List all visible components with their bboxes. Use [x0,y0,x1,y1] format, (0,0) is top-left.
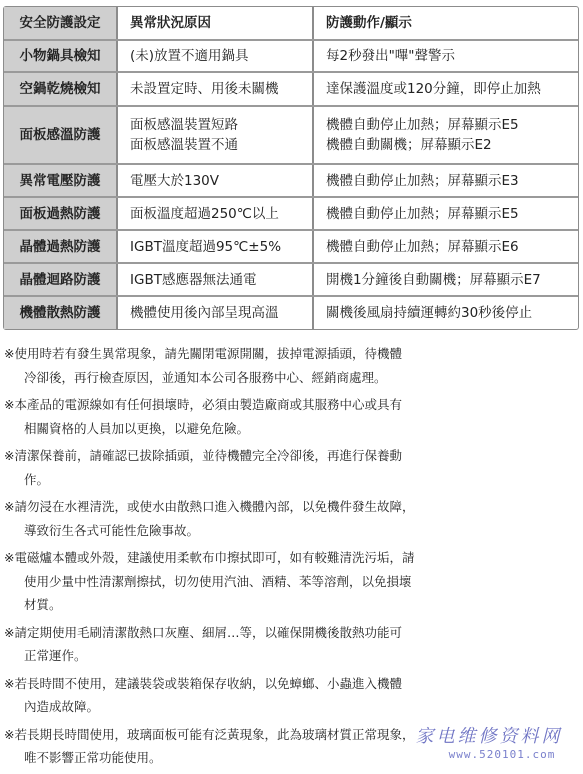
cause-text-cell [116,73,312,105]
action-text: 開機1分鐘後自動關機；屏幕顯示E7 [326,271,541,288]
note-line: 導致衍生各式可能性危險事故。 [24,522,200,538]
note-line: 使用少量中性清潔劑擦拭，切勿使用汽油、酒精、苯等溶劑，以免損壞 [24,573,412,589]
cause-text: 機體使用後內部呈現高溫 [130,305,279,321]
protection-name: 面板感溫防護 [4,107,116,163]
action-text: 機體自動停止加熱；屏幕顯示E6 [326,238,519,255]
table-row [4,197,578,230]
note-item [4,342,576,389]
cause-text: IGBT溫度超過95℃±5% [130,238,282,255]
cause-text-cell [116,231,312,262]
note-item [4,393,576,440]
cause-text-cell [116,107,312,163]
action-text: 機體自動停止加熱；屏幕顯示E3 [326,172,519,189]
action-text-cell [312,264,578,295]
action-text-cell [312,297,578,329]
note-line: ※請勿浸在水裡清洗，或使水由散熱口進入機體內部，以免機件發生故障， [4,499,415,514]
table-row [4,296,578,329]
action-text: 機體自動關機；屏幕顯示E2 [326,137,492,153]
note-line: 材質。 [24,597,62,612]
note-line: ※使用時若有發生異常現象，請先關閉電源開關，拔掉電源插頭，待機體 [4,346,402,361]
protection-name: 空鍋乾燒檢知 [4,73,116,105]
cause-text: 面板溫度超過250℃以上 [130,205,279,222]
cause-text: 面板感溫裝置不通 [130,137,238,153]
note-line: ※請定期使用毛刷清潔散熱口灰塵、細屑…等，以確保開機後散熱功能可 [4,624,402,640]
note-item [4,495,576,542]
action-text: 達保護溫度或120分鐘，即停止加熱 [326,81,541,97]
note-line: ※清潔保養前，請確認已拔除插頭，並待機體完全冷卻後，再進行保養動 [4,448,402,463]
note-line: 內造成故障。 [24,699,100,714]
table-row [4,72,578,106]
note-line: ※本產品的電源線如有任何損壞時，必須由製造廠商或其服務中心或具有 [4,397,402,412]
action-text-cell [312,231,578,262]
note-line: 相關資格的人員加以更換，以避免危險。 [24,420,250,436]
notes-section [4,342,576,774]
cause-text-cell [116,41,312,71]
table-row [4,230,578,263]
note-item [4,444,576,491]
note-item [4,546,576,617]
note-line: 冷卻後，再行檢查原因，並通知本公司各服務中心、經銷商處理。 [24,369,387,385]
note-item [4,672,576,719]
table-row [4,164,578,197]
note-line: ※若長期長時間使用，玻璃面板可能有泛黃現象，此為玻璃材質正常現象， [4,726,415,742]
protection-table [3,6,579,330]
action-text-cell [312,107,578,163]
protection-name: 晶體過熱防護 [4,231,116,262]
header-cause: 異常狀況原因 [116,7,312,39]
table-header-row [4,7,578,40]
cause-text-cell [116,198,312,229]
action-text-cell [312,198,578,229]
table-row [4,263,578,296]
protection-name: 晶體迴路防護 [4,264,116,295]
note-item [4,621,576,668]
action-text: 機體自動停止加熱；屏幕顯示E5 [326,205,519,222]
cause-text-cell [116,264,312,295]
action-text-cell [312,41,578,71]
action-text: 關機後風扇持續運轉約30秒後停止 [326,305,533,321]
cause-text: (未)放置不適用鍋具 [130,48,249,64]
table-row [4,40,578,72]
cause-text: IGBT感應器無法通電 [130,271,257,288]
watermark-url: www.520101.com [448,748,556,761]
protection-name: 機體散熱防護 [4,297,116,329]
header-action: 防護動作/顯示 [312,7,578,39]
protection-name: 面板過熱防護 [4,198,116,229]
action-text: 機體自動停止加熱；屏幕顯示E5 [326,117,519,133]
cause-text-cell [116,165,312,196]
header-setting: 安全防護設定 [4,7,116,39]
note-line: ※若長時間不使用，建議裝袋或裝箱保存收納，以免蟑螂、小蟲進入機體 [4,675,402,691]
action-text-cell [312,165,578,196]
note-line: 唯不影響正常功能使用。 [24,750,162,765]
note-line: ※電磁爐本體或外殼，建議使用柔軟布巾擦拭即可，如有較難清洗污垢，請 [4,550,415,565]
cause-text: 面板感溫裝置短路 [130,117,238,133]
note-line: 正常運作。 [24,648,87,663]
cause-text: 未設置定時、用後未關機 [130,81,279,97]
cause-text: 電壓大於130V [130,172,220,189]
cause-text-cell [116,297,312,329]
watermark-text: 家电维修资料网 [415,726,563,747]
protection-name: 異常電壓防護 [4,165,116,196]
action-text: 每2秒發出"嗶"聲警示 [326,48,456,64]
action-text-cell [312,73,578,105]
protection-name: 小物鍋具檢知 [4,41,116,71]
table-row [4,106,578,164]
note-line: 作。 [24,471,50,487]
